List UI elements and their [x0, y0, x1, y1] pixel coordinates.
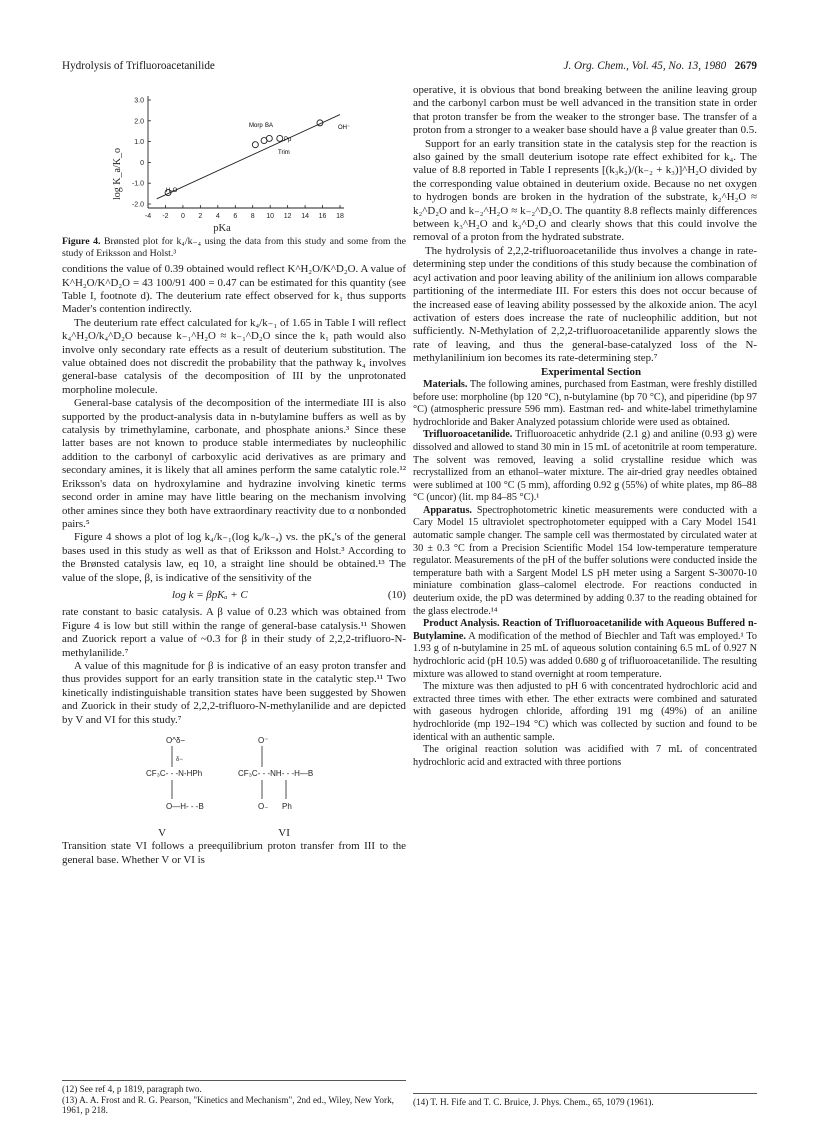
- tfa-paragraph: [413, 429, 757, 505]
- structure-labels: [62, 827, 406, 840]
- product-analysis-paragraph: [413, 618, 757, 681]
- structure-v-delta: δ−: [176, 757, 183, 763]
- running-header-title: Hydrolysis of Trifluoroacetanilide: [62, 60, 215, 72]
- left-paragraph-6: A value of this magnitude for β is indicative of an easy proton transfer and thus provides support for an early transition state in the catalytic step.¹¹ Two kinetically indistinguishable transition states have been suggested by Showen and Zuorick in their study of 2,2,2-trifluoro-N-methylanilide and are depicted by V and VI for this study.⁷: [62, 659, 406, 726]
- transition-state-structures: [62, 731, 406, 825]
- y-tick-label: 0: [140, 159, 144, 167]
- point-label-oh: OH⁻: [338, 125, 351, 131]
- experimental-section-title: Experimental Section: [540, 365, 642, 378]
- structure-v: [146, 736, 204, 811]
- y-tick-label: 1.0: [134, 139, 144, 147]
- experimental-section: [413, 379, 757, 769]
- original-solution-paragraph: The original reaction solution was acidified with 7 mL of concentrated hydrochloric acid and extracted with three portions: [413, 744, 757, 768]
- equation-text: log k = βpKₐ + C: [172, 588, 248, 601]
- x-tick-label: 2: [198, 213, 203, 220]
- left-paragraph-4: Figure 4 shows a plot of log k₄/k₋₁(log kₐ/k₋ₐ) vs. the pKₐ's of the general bases used in this study as well as that of Eriksson and Holst.³ According to the Brønsted catalysis law, eq 10, a straight line should be obtained.¹³ The value of the slope, β, is indicative of the sensitivity of the: [62, 531, 406, 584]
- x-tick-label: 4: [215, 213, 220, 220]
- structure-v-label: V: [158, 827, 167, 839]
- figure-caption-label: Figure 4.: [62, 236, 101, 247]
- structure-v-top: O^δ−: [166, 736, 186, 745]
- x-tick-label: 6: [233, 213, 238, 220]
- y-tick-label: 2.0: [134, 118, 144, 126]
- left-paragraph-7: Transition state VI follows a preequilibrium proton transfer from III to the general base. Whether V or VI is: [62, 840, 406, 866]
- left-paragraph-1: conditions the value of 0.39 obtained would reflect K^H₂O/K^D₂O. A value of K^H₂O/K^D₂O = 43 100/91 400 = 0.47 can be estimated for this quantity (see Table I, footnote d). The deuterium rate effect observed for k₁ thus supports Mader's contention indirectly.: [62, 263, 406, 316]
- x-tick-label: -4: [144, 213, 152, 220]
- x-tick-label: 12: [283, 213, 292, 220]
- structure-vi-label: VI: [278, 827, 290, 839]
- structure-v-bottom: O—H- - -B: [166, 802, 204, 811]
- data-point: [266, 135, 272, 141]
- left-paragraph-2: The deuterium rate effect calculated for k₄/k₋₁ of 1.65 in Table I will reflect k₄^H₂O/k₄^D₂O because k₋₁^H₂O ≈ k₋₁^D₂O since the k₁ path would also involve only secondary rate effects as a result of deuterium substitution. The value obtained does not discredit the probability that the pathway k₄ involves general-base catalysis of the decomposition of III by the unprotonated morpholine molecule.: [62, 316, 406, 396]
- structure-vi-mid: CF₃C- - -NH- - -H—B: [238, 769, 314, 778]
- bronsted-plot: [62, 84, 406, 234]
- y-tick-label: 3.0: [134, 97, 144, 105]
- figure-caption: [62, 236, 406, 259]
- point-label-pip: Pp: [284, 137, 292, 143]
- y-tick-label: -1.0: [131, 180, 144, 188]
- x-ticks: [145, 205, 344, 220]
- right-paragraph-1: operative, it is obvious that bond breaking between the aniline leaving group and the carbonyl carbon must be well advanced in the transition state in order that proton transfer be from the weaker to the stronger base. The transfer of a proton from a stronger to a weaker base should have a β value greater than 0.5.: [413, 84, 757, 137]
- data-point: [277, 135, 283, 141]
- point-label-ba: BA: [265, 123, 274, 129]
- data-point: [252, 142, 258, 148]
- running-header-journal: [564, 60, 758, 72]
- apparatus-paragraph: [413, 505, 757, 618]
- materials-text: The following amines, purchased from Eastman, were freshly distilled before use: morpholine (bp 120 °C), n-butylamine (bp 70 °C), and piperidine (bp 97 °C) (atmospheric pressure 596 mm). Eastman red- and white-label trimethylamine hydrochloride and Baker Analyzed potassium chloride were used as obtained.: [413, 378, 757, 428]
- structure-vi-top: O⁻: [258, 736, 269, 745]
- structure-vi-bottom-left: O₋: [258, 802, 269, 811]
- left-column: [62, 84, 406, 867]
- x-tick-label: 10: [266, 213, 275, 220]
- product-analysis-text: A modification of the method of Biechler and Taft was employed.¹ To 1.93 g of n-butylamine in 25 mL of aqueous solution containing 6.5 mL of 0.927 N hydrochloric acid (pH 10.5) was added 0.680 g of trifluoroacetanilide. The resulting mixture was allowed to stand overnight at room temperature.: [413, 630, 758, 680]
- tfa-lead: Trifluoroacetanilide.: [423, 429, 513, 441]
- right-paragraph-2: Support for an early transition state in the catalysis step for the reaction is also gained by the small deuterium isotope rate effect exhibited for k₄. The value of 8.8 reported in Table I represents [(k₃k₂)/(k₋₂ + k₃)]^H₂O divided by the corresponding value obtained in deuterium oxide. Because no net oxygen to hydrogen bonds are broken in the hydration of the substrate, k₂^H₂O ≈ k₂^D₂O and k₋₂^H₂O ≈ k₋₂^D₂O. The quantity 8.8 reflects mainly differences between k₃^H₂O and k₃^D₂O and clearly shows that this could involve the removal of a proton from the hydrated substrate.: [413, 137, 757, 244]
- y-axis-label: log K_a/K_o: [112, 148, 123, 200]
- x-tick-label: 16: [318, 213, 327, 220]
- x-tick-label: 18: [336, 213, 344, 220]
- equation-number: (10): [387, 588, 406, 601]
- journal-citation: J. Org. Chem., Vol. 45, No. 13, 1980: [563, 60, 727, 72]
- point-label-h2o: H₂O: [166, 188, 178, 194]
- footnote-12: (12) See ref 4, p 1819, paragraph two.: [62, 1084, 202, 1094]
- left-footnotes: [62, 1080, 406, 1116]
- left-paragraph-3: General-base catalysis of the decomposition of the intermediate III is also supported by the product-analysis data in n-butylamine buffers as well as by catalysis by trimethylamine, carbonate, and phosphate anions.³ Since these latter bases are not known to produce stable intermediates by nucleophilic addition to the carbonyl of carboxylic acid derivatives as are primary and secondary amines, it is likely that all amines perform the same catalytic role.¹² Eriksson's data on hydroxylamine and hydrazine involving kinetic terms second order in amine may have little bearing on the mechanism involving other amines since they both have extraordinary reactivity due to α nonbonded pairs.⁵: [62, 397, 406, 530]
- materials-lead: Materials.: [423, 378, 468, 390]
- right-footnotes: [413, 1093, 757, 1108]
- x-tick-label: 0: [180, 213, 185, 220]
- structure-v-mid: CF₃C- - -N-HPh: [146, 769, 203, 778]
- right-column: [413, 84, 757, 769]
- right-paragraph-3: The hydrolysis of 2,2,2-trifluoroacetanilide thus involves a change in rate-determining step under the conditions of this study because the combination of acyl activation and poor leaving ability of the anilinium ion allows comparable partitioning of the intermediate III. For esters this does not occur because of the increased ease of leaving ability possessed by the alkoxide anion. The acyl activation of esters does increase the rate of nucleophilic addition, but not sufficiently. N-Methylation of 2,2,2-trifluoroacetanilide apparently slows the rate of leaving, and thus the general-base-catalyzed loss of the N-methylanilinium ion becomes its rate-determining step.⁷: [413, 244, 757, 365]
- plot-axes: [148, 96, 344, 208]
- figure-caption-text: Brønsted plot for k₄/k₋₄ using the data from this study and some from the study of Eriksson and Holst.³: [62, 236, 406, 259]
- x-tick-label: 14: [301, 213, 309, 220]
- figure-4: [62, 84, 406, 234]
- footnote-14: (14) T. H. Fife and T. C. Bruice, J. Phys. Chem., 65, 1079 (1961).: [413, 1097, 654, 1107]
- x-tick-label: 8: [250, 213, 255, 220]
- mixture-paragraph: The mixture was then adjusted to pH 6 with concentrated hydrochloric acid and extracted three times with ether. The ether extracts were combined and saturated with gaseous hydrogen chloride, affording 191 mg (49%) of an aniline hydrochloride (mp 192–194 °C) which was collected by suction and found to be identical with an authentic sample.: [413, 681, 757, 743]
- y-tick-label: -2.0: [131, 201, 144, 209]
- point-label-trim: Trim: [278, 150, 290, 156]
- page-number: 2679: [734, 60, 757, 72]
- apparatus-text: Spectrophotometric kinetic measurements were conducted with a Cary Model 15 ultraviolet spectrophotometer equipped with a Cary Model 1541 automatic sample changer. The sample cell was thermostated by circulated water at 30 ± 0.3 °C from a Precision Scientific Model 154 low-temperature temperature regulator. Measurements of the pH of the buffer solutions were conducted inside the temperature bath with a Sargent Model LS pH meter using a Sargent S-30070-10 miniature combination glass–calomel electrode. For reactions conducted in deuterium oxide, the pD was determined by adding 0.37 to the reading obtained for the glass electrode.¹⁴: [413, 504, 758, 617]
- materials-paragraph: [413, 379, 757, 429]
- footnote-13: (13) A. A. Frost and R. G. Pearson, "Kinetics and Mechanism", 2nd ed., Wiley, New York, 1961, p 218.: [62, 1094, 394, 1116]
- tfa-text: Trifluoroacetic anhydride (2.1 g) and aniline (0.93 g) were dissolved and allowed to stand 30 min in 15 mL of acetonitrile at room temperature. The solvent was removed, leaving a solid crystalline residue which was recrystallized from an ethanol–water mixture. The air-dried gray needles obtained were sublimed at 100 °C (5 mm), affording 0.92 g (55%) of white plates, mp 86–88 °C (uncor) (lit. mp 84–85 °C).¹: [413, 429, 757, 504]
- product-analysis-lead: Product Analysis. Reaction of Trifluoroacetanilide with Aqueous Buffered n-Butylamine.: [413, 618, 757, 642]
- structure-vi-bottom-right: Ph: [282, 802, 292, 811]
- point-label-morp: Morp: [249, 123, 263, 129]
- equation-10: [62, 585, 406, 606]
- apparatus-lead: Apparatus.: [423, 504, 472, 516]
- x-tick-label: -2: [162, 213, 169, 220]
- left-paragraph-5: rate constant to basic catalysis. A β value of 0.23 which was obtained from Figure 4 is low but still within the range of general-base catalysis.¹¹ Showen and Zuorick report a value of ~0.3 for β in their study of 2,2,2-trifluoro-N-methylanilide.⁷: [62, 606, 406, 659]
- structure-vi: [238, 736, 313, 811]
- x-axis-label: pKa: [213, 223, 231, 234]
